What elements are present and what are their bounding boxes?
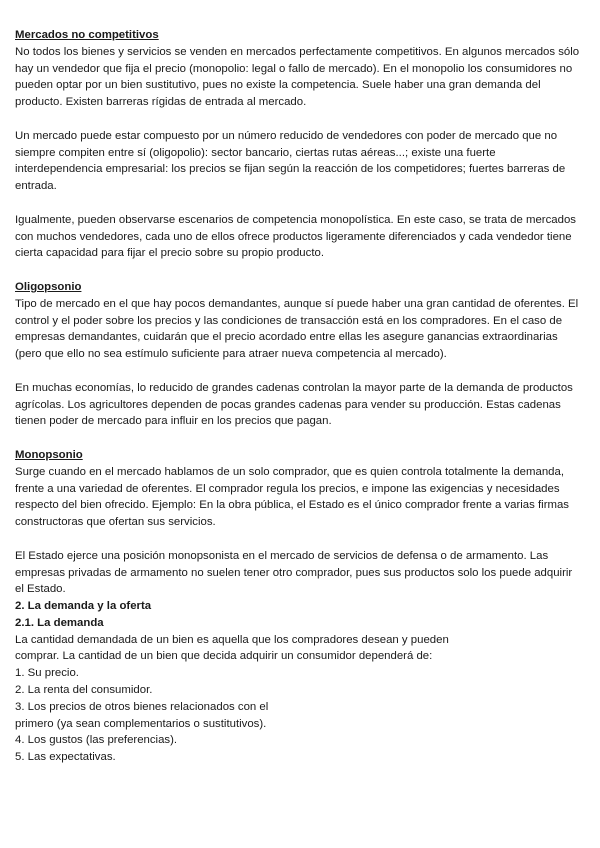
list-item: 4. Los gustos (las preferencias). [15, 734, 178, 747]
paragraph: Tipo de mercado en el que hay pocos demandantes, aunque sí puede haber una gran cantidad de oferentes. El control y el poder sobre los precios y las condiciones de transacción está en los compradores. En el caso de empresas demandantes, cuidarán que el precio acordado entre ellas les asegure ganancias extraordinarias (pero que ello no sea estímulo suficiente para atraer nueva competencia al mercado). [15, 297, 579, 361]
spacer [15, 195, 582, 212]
determinants-list [15, 665, 582, 766]
list-item: 1. Su precio. [15, 667, 79, 680]
chapter-heading: 2. La demanda y la oferta [15, 600, 152, 613]
section-title: Monopsonio [15, 448, 83, 461]
section-mercados-no-competitivos [15, 27, 582, 262]
spacer [15, 262, 582, 279]
paragraph-line: comprar. La cantidad de un bien que decida adquirir un consumidor dependerá de: [15, 650, 433, 663]
list-item: primero (ya sean complementarios o sustitutivos). [15, 717, 267, 730]
spacer [15, 363, 582, 380]
spacer [15, 531, 582, 548]
paragraph: En muchas economías, lo reducido de grandes cadenas controlan la mayor parte de la demanda de productos agrícolas. Los agricultores dependen de pocas grandes cadenas para vender su producción. Estas cadenas tienen poder de mercado para influir en los precios que pagan. [15, 381, 573, 428]
section-demanda-oferta [15, 598, 582, 766]
spacer [15, 430, 582, 447]
paragraph: Igualmente, pueden observarse escenarios de competencia monopolística. En este caso, se trata de mercados con muchos vendedores, cada uno de ellos ofrece productos ligeramente diferenciados y cada vendedor tiene cierta capacidad para fijar el precio sobre su propio producto. [15, 213, 576, 260]
paragraph: Un mercado puede estar compuesto por un número reducido de vendedores con poder de mercado que no siempre compiten entre sí (oligopolio): sector bancario, ciertas rutas aéreas...; existe una fuerte interdependencia empresarial: los precios se fijan según la reacción de los competidores; fuertes barreras de entrada. [15, 129, 566, 193]
paragraph-line: La cantidad demandada de un bien es aquella que los compradores desean y pueden [15, 633, 449, 646]
section-title: Oligopsonio [15, 280, 82, 293]
list-item: 3. Los precios de otros bienes relacionados con el [15, 700, 269, 713]
paragraph: No todos los bienes y servicios se venden en mercados perfectamente competitivos. En algunos mercados sólo hay un vendedor que fija el precio (monopolio: legal o fallo de mercado). En el monopolio los consumidores no pueden optar por un bien sustitutivo, pues no existe la competencia. Suele haber una gran demanda del producto. Existen barreras rígidas de entrada al mercado. [15, 45, 580, 109]
spacer [15, 111, 582, 128]
list-item: 5. Las expectativas. [15, 751, 116, 764]
section-monopsonio [15, 447, 582, 598]
section-oligopsonio [15, 279, 582, 430]
paragraph: El Estado ejerce una posición monopsonista en el mercado de servicios de defensa o de armamento. Las empresas privadas de armamento no suelen tener otro comprador, pues sus productos solo los puede adquirir el Estado. [15, 549, 573, 596]
subsection-heading: 2.1. La demanda [15, 616, 104, 629]
paragraph: Surge cuando en el mercado hablamos de un solo comprador, que es quien controla totalmente la demanda, frente a una variedad de oferentes. El comprador regula los precios, e impone las exigencias y necesidades respecto del bien ofrecido. Ejemplo: En la obra pública, el Estado es el único comprador frente a varias firmas constructoras que ofertan sus servicios. [15, 465, 570, 529]
section-title: Mercados no competitivos [15, 29, 159, 41]
list-item: 2. La renta del consumidor. [15, 684, 153, 697]
